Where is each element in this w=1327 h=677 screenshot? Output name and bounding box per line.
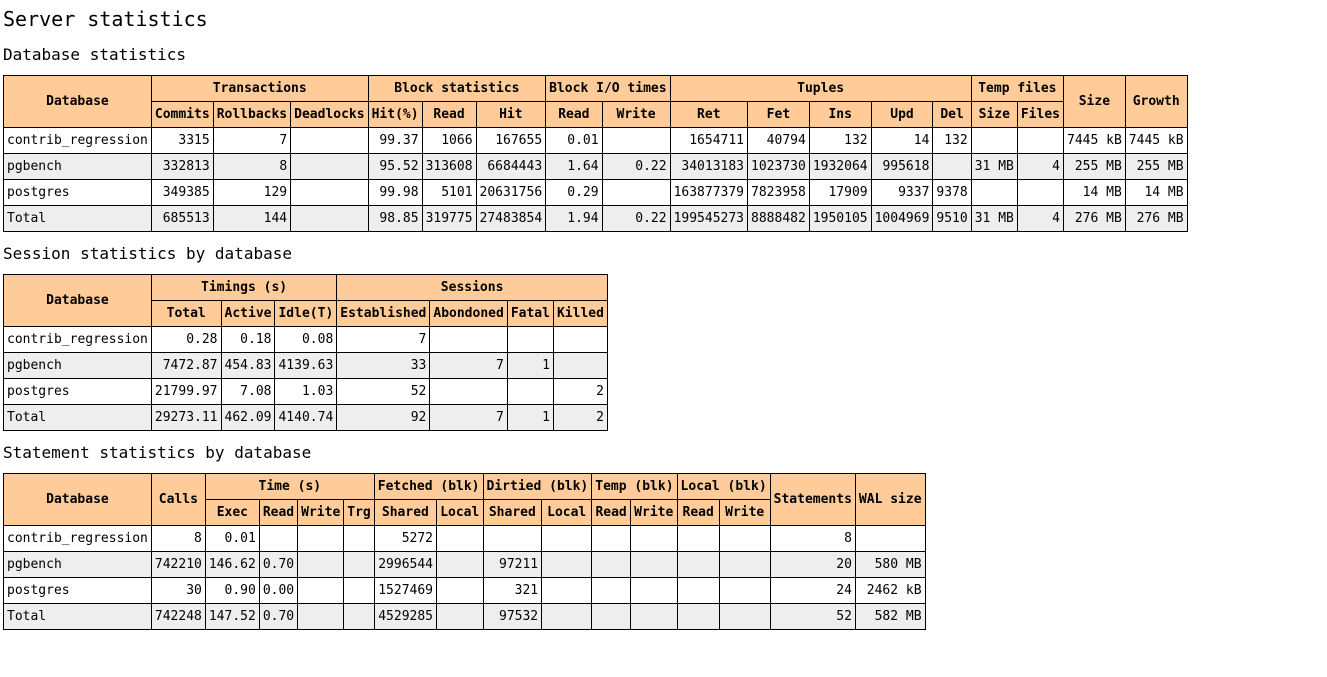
table-cell: 0.90 [205, 578, 259, 604]
database-name-cell: contrib_regression [4, 128, 152, 154]
col-total: Total [151, 301, 221, 327]
table-cell: 163877379 [670, 180, 747, 206]
col-t-write: Write [630, 500, 677, 526]
table-row [4, 206, 1188, 232]
table-cell: 98.85 [368, 206, 422, 232]
table-cell [437, 552, 484, 578]
table-cell: 2 [553, 379, 607, 405]
table-cell [933, 154, 971, 180]
table-cell: 129 [213, 180, 290, 206]
col-write: Write [298, 500, 344, 526]
table-cell [291, 128, 368, 154]
table-cell [298, 578, 344, 604]
table-cell: 24 [770, 578, 855, 604]
table-cell: 4140.74 [275, 405, 337, 431]
table-cell: 14 MB [1125, 180, 1187, 206]
table-cell: 0.01 [205, 526, 259, 552]
table-cell: 9337 [871, 180, 933, 206]
table-cell [677, 552, 719, 578]
table-row [4, 604, 926, 630]
table-cell: 255 MB [1125, 154, 1187, 180]
table-cell [592, 552, 631, 578]
stmtstats-body [4, 526, 926, 630]
table-cell [344, 578, 374, 604]
col-group-dirtied: Dirtied (blk) [483, 474, 592, 500]
col-group-local: Local (blk) [677, 474, 770, 500]
sessstats-header-row-1 [4, 275, 608, 301]
table-cell: 92 [337, 405, 430, 431]
col-hit-pct: Hit(%) [368, 102, 422, 128]
table-cell [291, 154, 368, 180]
database-name-cell: Total [4, 206, 152, 232]
dbstats-table [3, 75, 1188, 232]
table-cell: 0.29 [546, 180, 602, 206]
table-cell [437, 578, 484, 604]
col-io-read: Read [546, 102, 602, 128]
table-cell: 332813 [151, 154, 213, 180]
col-io-write: Write [602, 102, 670, 128]
col-established: Established [337, 301, 430, 327]
table-row [4, 552, 926, 578]
table-cell [298, 526, 344, 552]
col-abondoned: Abondoned [430, 301, 507, 327]
col-l-read: Read [677, 500, 719, 526]
table-cell: 6684443 [476, 154, 546, 180]
table-cell: 0.01 [546, 128, 602, 154]
table-cell: 132 [809, 128, 871, 154]
table-cell [437, 526, 484, 552]
dbstats-heading: Database statistics [3, 45, 187, 64]
database-name-cell: contrib_regression [4, 526, 152, 552]
table-cell: 1.94 [546, 206, 602, 232]
table-cell [630, 578, 677, 604]
table-cell [291, 206, 368, 232]
table-cell: 95.52 [368, 154, 422, 180]
col-group-temp-files: Temp files [971, 76, 1063, 102]
table-cell: 29273.11 [151, 405, 221, 431]
table-cell [430, 379, 507, 405]
table-cell [677, 526, 719, 552]
col-d-shared: Shared [483, 500, 542, 526]
col-calls: Calls [151, 474, 205, 526]
table-cell: 4 [1017, 154, 1063, 180]
table-row [4, 154, 1188, 180]
table-cell: 5272 [374, 526, 436, 552]
table-cell [971, 128, 1017, 154]
table-cell: 40794 [748, 128, 810, 154]
table-cell [630, 552, 677, 578]
col-d-local: Local [542, 500, 592, 526]
table-cell: 4139.63 [275, 353, 337, 379]
table-cell: 4 [1017, 206, 1063, 232]
table-cell [602, 180, 670, 206]
table-cell: 7 [430, 405, 507, 431]
col-f-local: Local [437, 500, 484, 526]
table-cell [542, 604, 592, 630]
table-cell: 144 [213, 206, 290, 232]
col-t-read: Read [592, 500, 631, 526]
col-group-transactions: Transactions [151, 76, 368, 102]
col-fet: Fet [748, 102, 810, 128]
table-cell: 20631756 [476, 180, 546, 206]
table-cell: 8888482 [748, 206, 810, 232]
col-upd: Upd [871, 102, 933, 128]
col-blk-read: Read [422, 102, 476, 128]
database-name-cell: pgbench [4, 552, 152, 578]
database-name-cell: postgres [4, 180, 152, 206]
table-cell: 14 [871, 128, 933, 154]
table-cell [855, 526, 925, 552]
table-cell [344, 526, 374, 552]
table-cell: 742248 [151, 604, 205, 630]
col-group-block-io-times: Block I/O times [546, 76, 670, 102]
database-name-cell: contrib_regression [4, 327, 152, 353]
table-cell: 742210 [151, 552, 205, 578]
table-cell: 31 MB [971, 206, 1017, 232]
table-cell: 1 [507, 353, 553, 379]
table-cell [630, 604, 677, 630]
col-blk-hit: Hit [476, 102, 546, 128]
table-cell: 146.62 [205, 552, 259, 578]
table-cell: 52 [770, 604, 855, 630]
table-cell: 1004969 [871, 206, 933, 232]
table-cell: 7472.87 [151, 353, 221, 379]
table-cell [507, 327, 553, 353]
table-cell: 17909 [809, 180, 871, 206]
stmtstats-heading: Statement statistics by database [3, 443, 312, 462]
table-cell [677, 578, 719, 604]
table-cell: 0.70 [259, 604, 297, 630]
table-row [4, 578, 926, 604]
table-cell [592, 578, 631, 604]
col-tf-size: Size [971, 102, 1017, 128]
table-cell: 7 [337, 327, 430, 353]
table-cell: 1.03 [275, 379, 337, 405]
col-f-shared: Shared [374, 500, 436, 526]
table-cell: 1 [507, 405, 553, 431]
table-cell [971, 180, 1017, 206]
table-row [4, 379, 608, 405]
table-cell [553, 327, 607, 353]
table-cell: 8 [770, 526, 855, 552]
table-cell: 8 [213, 154, 290, 180]
table-cell: 0.00 [259, 578, 297, 604]
table-cell: 199545273 [670, 206, 747, 232]
table-cell: 8 [151, 526, 205, 552]
col-exec: Exec [205, 500, 259, 526]
table-cell: 5101 [422, 180, 476, 206]
table-cell [507, 379, 553, 405]
col-commits: Commits [151, 102, 213, 128]
table-cell: 580 MB [855, 552, 925, 578]
table-cell [437, 604, 484, 630]
col-group-sessions: Sessions [337, 275, 608, 301]
page-title: Server statistics [3, 7, 208, 31]
table-cell [719, 604, 770, 630]
table-cell: 0.08 [275, 327, 337, 353]
table-cell: 1950105 [809, 206, 871, 232]
stmtstats-header-row-1 [4, 474, 926, 500]
table-cell: 99.37 [368, 128, 422, 154]
database-name-cell: Total [4, 604, 152, 630]
table-cell: 276 MB [1125, 206, 1187, 232]
col-database: Database [4, 275, 152, 327]
table-row [4, 327, 608, 353]
table-cell: 349385 [151, 180, 213, 206]
col-rollbacks: Rollbacks [213, 102, 290, 128]
dbstats-body [4, 128, 1188, 232]
col-database: Database [4, 474, 152, 526]
table-cell: 97532 [483, 604, 542, 630]
col-size: Size [1064, 76, 1126, 128]
table-cell [298, 604, 344, 630]
table-cell: 0.70 [259, 552, 297, 578]
table-cell: 3315 [151, 128, 213, 154]
table-cell: 0.18 [221, 327, 275, 353]
table-row [4, 526, 926, 552]
table-cell: 685513 [151, 206, 213, 232]
table-cell: 462.09 [221, 405, 275, 431]
table-cell: 1.64 [546, 154, 602, 180]
table-cell: 147.52 [205, 604, 259, 630]
table-cell [1017, 128, 1063, 154]
table-cell: 319775 [422, 206, 476, 232]
col-del: Del [933, 102, 971, 128]
table-cell: 27483854 [476, 206, 546, 232]
table-cell: 1023730 [748, 154, 810, 180]
dbstats-header-row-2 [4, 102, 1188, 128]
database-name-cell: Total [4, 405, 152, 431]
table-cell: 9378 [933, 180, 971, 206]
table-cell: 33 [337, 353, 430, 379]
col-fatal: Fatal [507, 301, 553, 327]
table-cell: 995618 [871, 154, 933, 180]
table-cell: 276 MB [1064, 206, 1126, 232]
table-cell: 4529285 [374, 604, 436, 630]
table-cell: 321 [483, 578, 542, 604]
table-cell: 1066 [422, 128, 476, 154]
table-row [4, 128, 1188, 154]
table-cell [430, 327, 507, 353]
database-name-cell: pgbench [4, 353, 152, 379]
table-cell: 14 MB [1064, 180, 1126, 206]
table-cell [602, 128, 670, 154]
table-cell: 7 [213, 128, 290, 154]
table-cell [592, 526, 631, 552]
table-row [4, 353, 608, 379]
table-cell: 7.08 [221, 379, 275, 405]
stmtstats-table [3, 473, 926, 630]
table-cell: 1654711 [670, 128, 747, 154]
table-cell: 2996544 [374, 552, 436, 578]
table-cell: 2 [553, 405, 607, 431]
table-cell: 167655 [476, 128, 546, 154]
table-cell: 20 [770, 552, 855, 578]
table-cell [592, 604, 631, 630]
table-cell: 313608 [422, 154, 476, 180]
dbstats-header-row-1 [4, 76, 1188, 102]
database-name-cell: pgbench [4, 154, 152, 180]
col-group-temp: Temp (blk) [592, 474, 677, 500]
col-ins: Ins [809, 102, 871, 128]
col-wal-size: WAL size [855, 474, 925, 526]
table-cell: 2462 kB [855, 578, 925, 604]
sessstats-table [3, 274, 608, 431]
table-cell: 255 MB [1064, 154, 1126, 180]
table-cell [483, 526, 542, 552]
col-group-block-statistics: Block statistics [368, 76, 546, 102]
table-cell: 132 [933, 128, 971, 154]
table-cell: 0.22 [602, 206, 670, 232]
table-cell: 0.28 [151, 327, 221, 353]
table-cell: 582 MB [855, 604, 925, 630]
table-cell: 9510 [933, 206, 971, 232]
table-cell: 1527469 [374, 578, 436, 604]
table-cell [344, 604, 374, 630]
col-tf-files: Files [1017, 102, 1063, 128]
table-cell [542, 552, 592, 578]
col-statements: Statements [770, 474, 855, 526]
table-cell: 99.98 [368, 180, 422, 206]
table-cell: 34013183 [670, 154, 747, 180]
table-cell [719, 526, 770, 552]
sessstats-heading: Session statistics by database [3, 244, 292, 263]
col-group-timings: Timings (s) [151, 275, 336, 301]
table-cell: 0.22 [602, 154, 670, 180]
table-cell [344, 552, 374, 578]
col-l-write: Write [719, 500, 770, 526]
table-cell [719, 578, 770, 604]
table-cell: 7 [430, 353, 507, 379]
table-cell: 21799.97 [151, 379, 221, 405]
table-cell: 7445 kB [1064, 128, 1126, 154]
table-cell [1017, 180, 1063, 206]
col-read: Read [259, 500, 297, 526]
table-cell [542, 578, 592, 604]
database-name-cell: postgres [4, 578, 152, 604]
col-active: Active [221, 301, 275, 327]
table-cell: 97211 [483, 552, 542, 578]
table-cell [630, 526, 677, 552]
table-cell [291, 180, 368, 206]
table-cell [542, 526, 592, 552]
col-deadlocks: Deadlocks [291, 102, 368, 128]
table-cell: 1932064 [809, 154, 871, 180]
col-database: Database [4, 76, 152, 128]
col-idle-t: Idle(T) [275, 301, 337, 327]
table-cell [298, 552, 344, 578]
table-cell [719, 552, 770, 578]
col-group-tuples: Tuples [670, 76, 971, 102]
col-killed: Killed [553, 301, 607, 327]
col-group-fetched: Fetched (blk) [374, 474, 483, 500]
table-cell: 30 [151, 578, 205, 604]
col-growth: Growth [1125, 76, 1187, 128]
col-group-time: Time (s) [205, 474, 374, 500]
table-cell: 7445 kB [1125, 128, 1187, 154]
database-name-cell: postgres [4, 379, 152, 405]
table-cell: 52 [337, 379, 430, 405]
table-cell: 31 MB [971, 154, 1017, 180]
sessstats-body [4, 327, 608, 431]
table-row [4, 180, 1188, 206]
col-ret: Ret [670, 102, 747, 128]
col-trg: Trg [344, 500, 374, 526]
table-cell: 454.83 [221, 353, 275, 379]
table-row [4, 405, 608, 431]
table-cell [677, 604, 719, 630]
table-cell: 7823958 [748, 180, 810, 206]
table-cell [553, 353, 607, 379]
table-cell [259, 526, 297, 552]
